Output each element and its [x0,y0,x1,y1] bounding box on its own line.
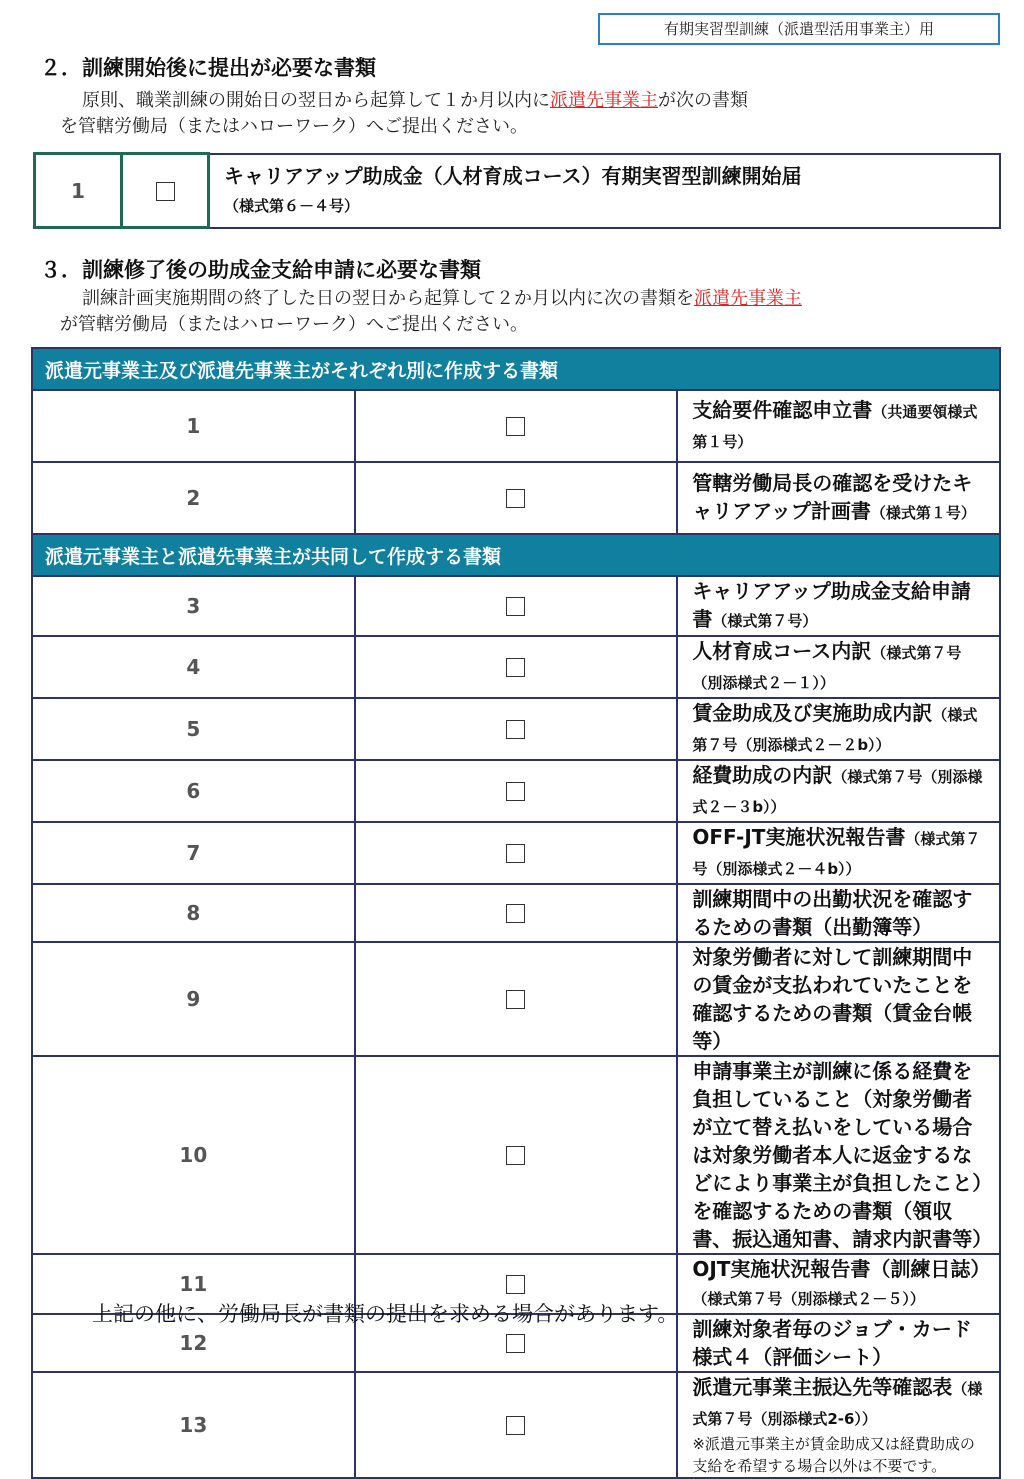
row-title: キャリアアップ助成金（人材育成コース）有期実習型訓練開始届 [224,163,802,188]
row-form-ref: （様式第７号（別添様式２－２b）） [692,706,978,754]
row-form-ref: （様式第７号（別添様式2-6）） [692,1380,983,1428]
row-number: 4 [32,636,355,698]
checkbox-cell [355,462,678,534]
row-title: 対象労働者に対して訓練期間中の賃金が支払われていたことを確認するための書類（賃金台帳等） [692,945,973,1053]
checkbox-cell [355,698,678,760]
row-title: 訓練期間中の出勤状況を確認するための書類（出勤簿等） [692,887,973,939]
row-title: 人材育成コース内訳 [692,639,872,663]
section3-heading: ３．訓練修了後の助成金支給申請に必要な書類 [40,258,481,282]
section2-paragraph [60,88,1004,113]
checkbox[interactable] [506,1334,525,1353]
checkbox[interactable] [506,597,525,616]
row-number: 1 [35,154,122,228]
row-description [677,636,1000,698]
group-header-separate: 派遣元事業主及び派遣先事業主がそれぞれ別に作成する書類 [32,348,1000,390]
table-row [32,884,1000,942]
checkbox-cell [355,760,678,822]
row-number: 6 [32,760,355,822]
row-title: 経費助成の内訳 [692,763,833,787]
row-number: 1 [32,390,355,462]
table-row [32,698,1000,760]
row-description [677,1314,1000,1372]
checkbox[interactable] [506,658,525,677]
checkbox[interactable] [506,1275,525,1294]
row-form-ref: （様式第７号（別添様式２－５）） [692,1290,925,1308]
row-description [677,1372,1000,1478]
row-title: 派遣元事業主振込先等確認表 [692,1375,953,1399]
group-header-joint: 派遣元事業主と派遣先事業主が共同して作成する書類 [32,534,1000,576]
table-row [32,822,1000,884]
footer-note: 上記の他に、労働局長が書類の提出を求める場合があります。 [92,1302,679,1326]
checkbox-cell [355,1056,678,1254]
row-form-ref: （様式第７号） [712,612,818,630]
checkbox-cell [355,390,678,462]
row-number: 12 [32,1314,355,1372]
row-title: 支給要件確認申立書 [692,398,873,422]
row-title: 訓練対象者毎のジョブ・カード様式４（評価シート） [692,1317,972,1369]
checkbox[interactable] [506,1146,525,1165]
table-row [32,942,1000,1056]
checkbox-cell [355,822,678,884]
row-description [677,884,1000,942]
row-number: 13 [32,1372,355,1478]
group-header-row [32,534,1000,576]
checkbox[interactable] [506,844,525,863]
table-row [32,760,1000,822]
document-type-tag: 有期実習型訓練（派遣型活用事業主）用 [598,13,1000,45]
section2-para-before: 原則、職業訓練の開始日の翌日から起算して１か月以内に [82,90,550,111]
checkbox-cell [355,942,678,1056]
row-form-ref: （様式第７号（別添様式２－１）） [692,644,962,692]
row-number: 9 [32,942,355,1056]
section3-para-before: 訓練計画実施期間の終了した日の翌日から起算して２か月以内に次の書類を [82,288,694,309]
table-row [32,1056,1000,1254]
row-description [677,1254,1000,1314]
row-title: キャリアアップ助成金支給申請書 [692,579,971,631]
checkbox[interactable] [506,782,525,801]
table-row [32,576,1000,636]
table-row [35,154,1001,228]
row-description [677,698,1000,760]
row-title: 管轄労働局長の確認を受けたキャリアアップ計画書 [692,471,973,523]
row-form-ref: （共通要領様式第１号） [692,403,978,451]
checkbox-cell [355,576,678,636]
row-form-ref: （様式第６－４号） [224,196,360,215]
section3-paragraph [60,286,1004,311]
row-number: 10 [32,1056,355,1254]
checkbox[interactable] [156,182,175,201]
section2-heading: ２．訓練開始後に提出が必要な書類 [40,56,376,80]
section2-paragraph-line2: を管轄労働局（またはハローワーク）へご提出ください。 [60,116,528,137]
checkbox[interactable] [506,990,525,1009]
row-note: ※派遣元事業主が賃金助成又は経費助成の支給を希望する場合以外は不要です。 [692,1435,975,1475]
section2-para-after: が次の書類 [658,90,748,111]
table-row [32,390,1000,462]
checkbox[interactable] [506,720,525,739]
table-row [32,636,1000,698]
row-description [677,462,1000,534]
checkbox-cell [122,154,209,228]
row-number: 5 [32,698,355,760]
checkbox[interactable] [506,489,525,508]
section2-table [33,152,1001,229]
checkbox-cell [355,1372,678,1478]
row-description [677,822,1000,884]
table-row [32,1372,1000,1478]
checkbox[interactable] [506,1416,525,1435]
row-title: OJT実施状況報告書（訓練日誌） [692,1257,991,1281]
row-number: 2 [32,462,355,534]
table-row [32,462,1000,534]
row-number: 7 [32,822,355,884]
section3-para-link: 派遣先事業主 [694,288,802,309]
row-title: 申請事業主が訓練に係る経費を負担していること（対象労働者が立て替え払いをしている場合は対象労働者本人に返金するなどにより事業主が負担したこと）を確認するための書類（領収書、振込通知書、請求内訳書等） [692,1059,993,1251]
group-header-row [32,348,1000,390]
row-number: 3 [32,576,355,636]
row-number: 8 [32,884,355,942]
checkbox-cell [355,884,678,942]
row-form-ref: （様式第１号） [870,504,976,522]
row-description [677,1056,1000,1254]
row-description [677,942,1000,1056]
row-form-ref: （様式第７号（別添様式２－４b）） [692,830,981,878]
checkbox[interactable] [506,904,525,923]
row-description [677,760,1000,822]
checkbox[interactable] [506,417,525,436]
row-form-ref: （様式第７号（別添様式２－３b）） [692,768,983,816]
row-description [677,390,1000,462]
row-number: 11 [32,1254,355,1314]
section2-para-link: 派遣先事業主 [550,90,658,111]
row-title: OFF-JT実施状況報告書 [692,825,906,849]
row-title: 賃金助成及び実施助成内訳 [692,701,933,725]
section3-paragraph-line2: が管轄労働局（またはハローワーク）へご提出ください。 [60,314,528,335]
row-description [209,154,1001,228]
row-description [677,576,1000,636]
checkbox-cell [355,636,678,698]
